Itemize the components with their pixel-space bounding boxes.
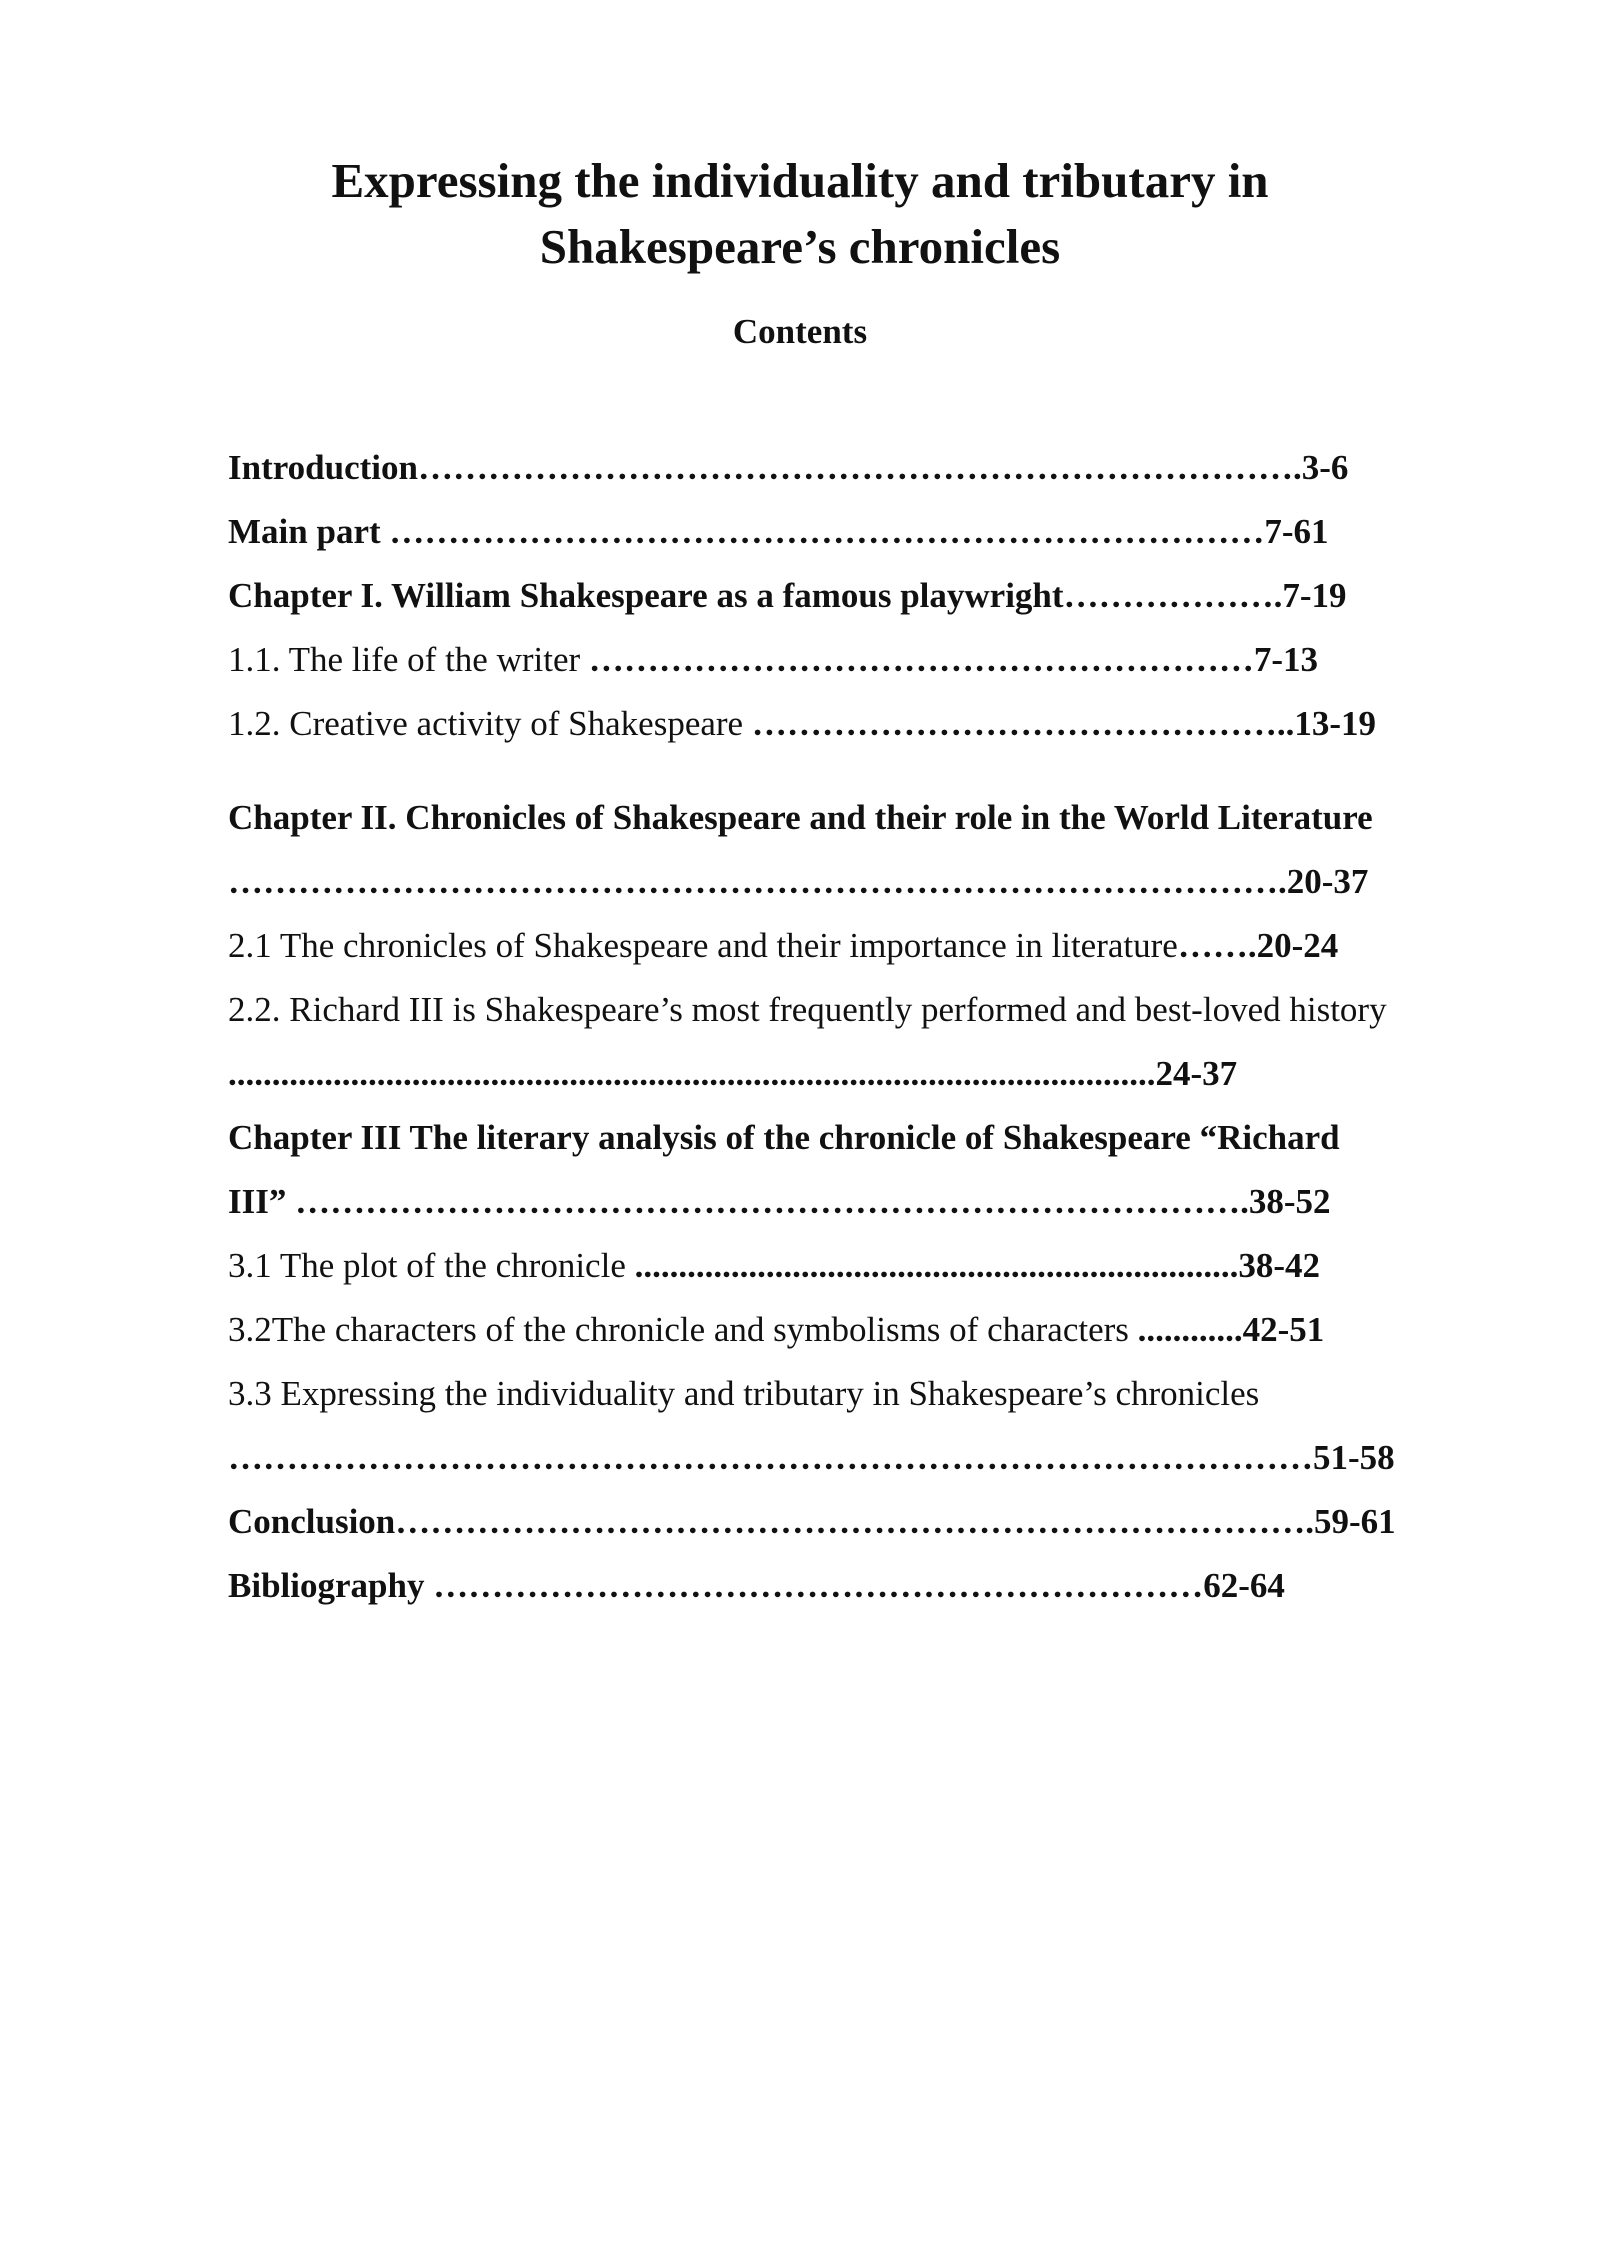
toc-entry-1-1[interactable]: 1.1. The life of the writer …………………………………………………7-13 (228, 640, 1319, 679)
toc-page-range: 62-64 (1203, 1566, 1285, 1605)
toc-entry-3-3-pages[interactable]: …………………………………………………………………………………51-58 (228, 1438, 1395, 1477)
title-line-2: Shakespeare’s chronicles (539, 219, 1061, 274)
toc-page-range: 7-61 (1264, 512, 1329, 551)
toc-page-range: 3-6 (1301, 448, 1349, 487)
toc-entry-3-2[interactable]: 3.2The characters of the chronicle and symbolisms of characters ............42-51 (228, 1310, 1325, 1349)
title-line-1: Expressing the individuality and tributary in (331, 153, 1269, 208)
toc-entry-conclusion[interactable]: Conclusion…………………………………………………………………….59-61 (228, 1502, 1396, 1541)
toc-page-range: 7-13 (1253, 640, 1319, 679)
toc-entry-2-2-pages[interactable]: ..........................................................................................................24-37 (228, 1054, 1238, 1093)
toc-page-range: 38-42 (1238, 1246, 1321, 1285)
toc-page-range: 24-37 (1155, 1054, 1238, 1093)
contents-heading: Contents (732, 312, 868, 351)
toc-entry-chapter-2[interactable]: Chapter II. Chronicles of Shakespeare and their role in the World Literature (228, 798, 1373, 837)
toc-entry-2-1[interactable]: 2.1 The chronicles of Shakespeare and their importance in literature…….20-24 (228, 926, 1339, 965)
toc-entry-2-2[interactable]: 2.2. Richard III is Shakespeare’s most frequently performed and best-loved history (228, 990, 1387, 1029)
toc-page-range: 20-37 (1286, 862, 1369, 901)
toc-entry-1-2[interactable]: 1.2. Creative activity of Shakespeare ………………………………………..13-19 (228, 704, 1376, 743)
toc-entry-3-1[interactable]: 3.1 The plot of the chronicle .....................................................................38-42 (228, 1246, 1321, 1285)
document-title (0, 148, 1600, 280)
toc-entry-3-3[interactable]: 3.3 Expressing the individuality and tributary in Shakespeare’s chronicles (228, 1374, 1260, 1413)
toc-page-range: 42-51 (1242, 1310, 1325, 1349)
toc-entry-chapter-3-pages[interactable]: III” ……………………………………………………………………….38-52 (228, 1182, 1331, 1221)
toc-entry-bibliography[interactable]: Bibliography …………………………………………………………62-64 (228, 1566, 1285, 1605)
toc-page-range: 13-19 (1294, 704, 1376, 743)
toc-page-range: 38-52 (1248, 1182, 1331, 1221)
toc-page-range: 20-24 (1256, 926, 1339, 965)
toc-page-range: 7-19 (1282, 576, 1347, 615)
toc-entry-chapter-2-pages[interactable]: ……………………………………………………………………………….20-37 (228, 862, 1369, 901)
toc-page-range: 59-61 (1314, 1502, 1396, 1541)
toc-entry-introduction[interactable]: Introduction………………………………………………………………….3-6 (228, 448, 1349, 487)
toc-entry-chapter-3[interactable]: Chapter III The literary analysis of the chronicle of Shakespeare “Richard (228, 1118, 1340, 1157)
toc-entry-main-part[interactable]: Main part …………………………………………………………………7-61 (228, 512, 1329, 551)
toc-page-range: 51-58 (1313, 1438, 1395, 1477)
toc-entry-chapter-1[interactable]: Chapter I. William Shakespeare as a famous playwright……………….7-19 (228, 576, 1347, 615)
